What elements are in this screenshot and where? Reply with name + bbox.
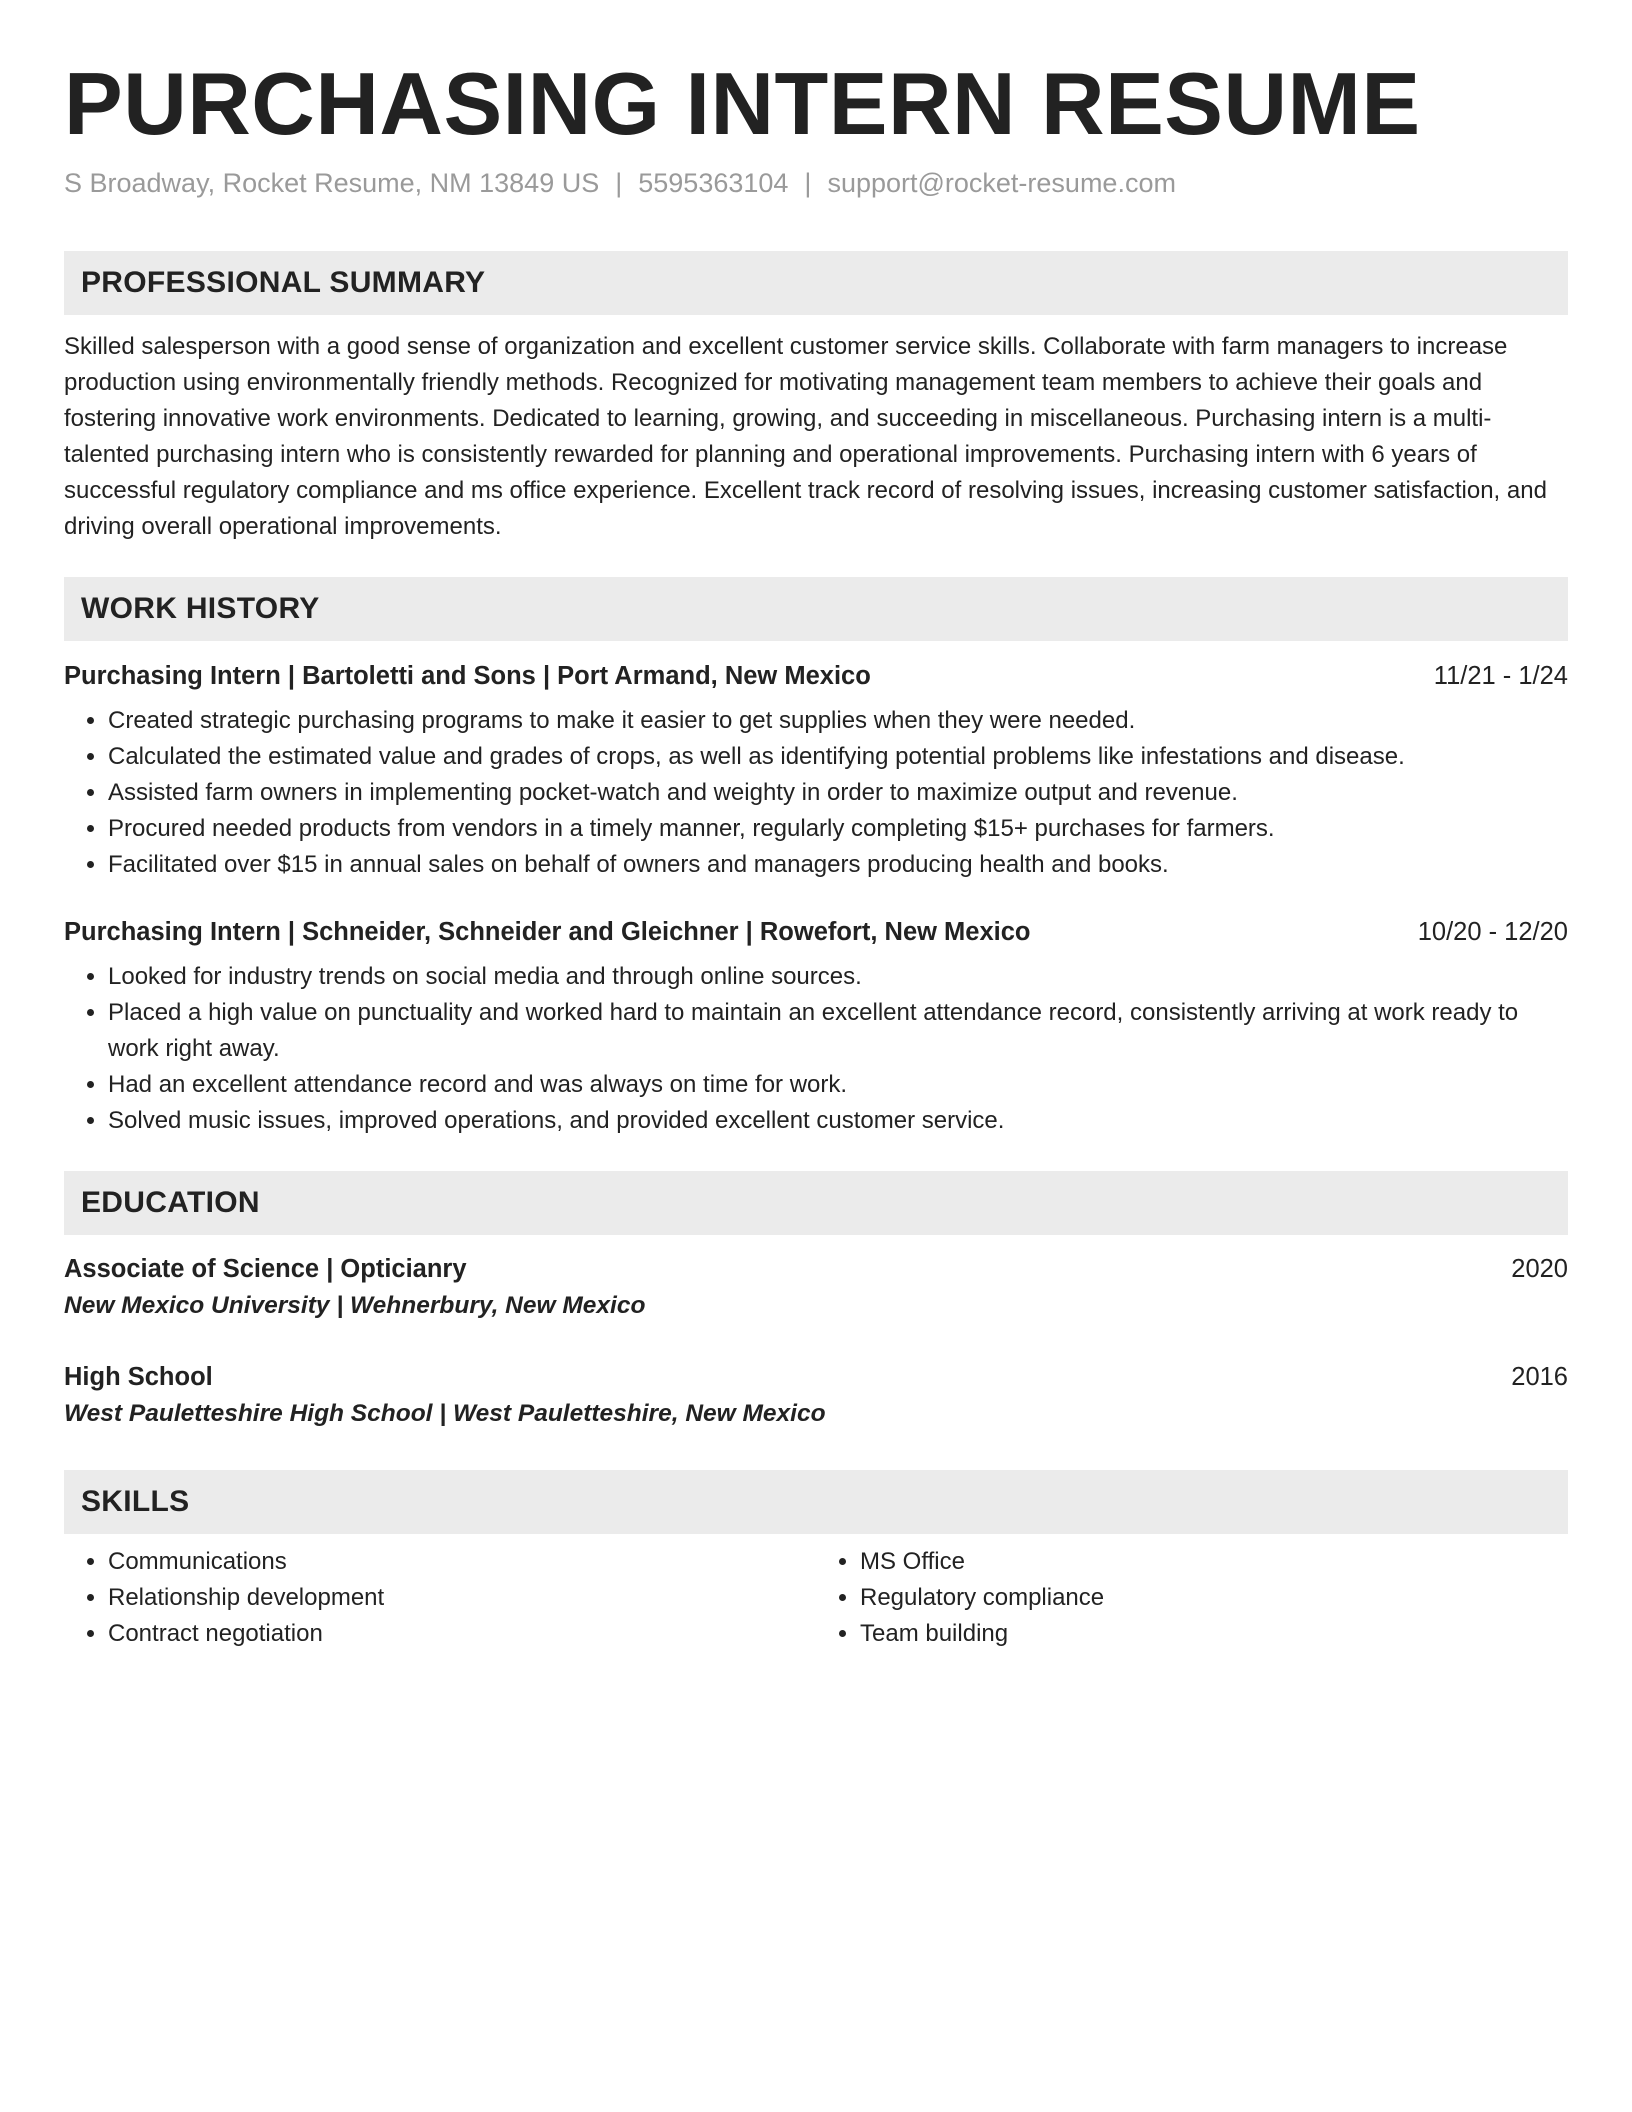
- contact-address: S Broadway, Rocket Resume, NM 13849 US: [64, 168, 600, 198]
- contact-email: support@rocket-resume.com: [827, 168, 1176, 198]
- skill-item: • MS Office: [860, 1544, 1568, 1580]
- education-entry: [64, 1360, 1568, 1432]
- section-heading-skills: SKILLS: [64, 1470, 1568, 1534]
- job-bullet: • Facilitated over $15 in annual sales on behalf of owners and managers producing health and books.: [108, 847, 1568, 883]
- job-bullet: • Looked for industry trends on social media and through online sources.: [108, 959, 1568, 995]
- job-bullet-list: [64, 959, 1568, 1139]
- skill-item: • Team building: [860, 1616, 1568, 1652]
- job-entry: [64, 915, 1568, 1139]
- job-bullet: • Created strategic purchasing programs to make it easier to get supplies when they were needed.: [108, 703, 1568, 739]
- resume-title: PURCHASING INTERN RESUME: [64, 54, 1421, 153]
- skill-item: • Regulatory compliance: [860, 1580, 1568, 1616]
- job-bullet: • Procured needed products from vendors in a timely manner, regularly completing $15+ purchases for farmers.: [108, 811, 1568, 847]
- skills-column-right: [816, 1544, 1568, 1652]
- skills-list: [816, 1544, 1568, 1652]
- job-dates: 11/21 - 1/24: [1433, 662, 1568, 690]
- education-degree: High School: [64, 1363, 213, 1391]
- skills-list: [64, 1544, 816, 1652]
- job-title: Purchasing Intern | Bartoletti and Sons | Port Armand, New Mexico: [64, 662, 871, 690]
- education-year: 2016: [1511, 1363, 1568, 1391]
- contact-phone: 5595363104: [638, 168, 789, 198]
- job-bullet: • Calculated the estimated value and grades of crops, as well as identifying potential problems like infestations and disease.: [108, 739, 1568, 775]
- education-header: [64, 1252, 1568, 1286]
- education-school: New Mexico University | Wehnerbury, New Mexico: [64, 1292, 646, 1319]
- job-bullet: • Solved music issues, improved operations, and provided excellent customer service.: [108, 1103, 1568, 1139]
- skill-item: • Relationship development: [108, 1580, 816, 1616]
- job-bullet: • Had an excellent attendance record and was always on time for work.: [108, 1067, 1568, 1103]
- education-school: West Pauletteshire High School | West Pauletteshire, New Mexico: [64, 1400, 826, 1427]
- skill-item: • Contract negotiation: [108, 1616, 816, 1652]
- job-bullet: • Assisted farm owners in implementing pocket-watch and weighty in order to maximize output and revenue.: [108, 775, 1568, 811]
- education-year: 2020: [1511, 1255, 1568, 1283]
- skills-column-left: [64, 1544, 816, 1652]
- job-entry: [64, 659, 1568, 883]
- job-bullet-list: [64, 703, 1568, 883]
- education-degree: Associate of Science | Opticianry: [64, 1255, 467, 1283]
- section-heading-work-history: WORK HISTORY: [64, 577, 1568, 641]
- section-heading-summary: PROFESSIONAL SUMMARY: [64, 251, 1568, 315]
- section-heading-education: EDUCATION: [64, 1171, 1568, 1235]
- education-entry: [64, 1252, 1568, 1324]
- education-header: [64, 1360, 1568, 1394]
- skills-grid: [64, 1544, 1568, 1652]
- contact-line: [64, 166, 1568, 200]
- contact-separator: |: [804, 168, 812, 198]
- job-header: [64, 659, 1568, 693]
- job-bullet: • Placed a high value on punctuality and worked hard to maintain an excellent attendance record, consistently arriving at work ready to work right away.: [108, 995, 1568, 1067]
- job-title: Purchasing Intern | Schneider, Schneider and Gleichner | Rowefort, New Mexico: [64, 918, 1031, 946]
- job-dates: 10/20 - 12/20: [1417, 918, 1568, 946]
- summary-text: Skilled salesperson with a good sense of organization and excellent customer service skills. Collaborate with farm managers to increase production using environmentally friendly methods. Recognized for motivating management team members to achieve their goals and fostering innovative work environments. Dedicated to learning, growing, and succeeding in miscellaneous. Purchasing intern is a multi-talented purchasing intern who is consistently rewarded for planning and operational improvements. Purchasing intern with 6 years of successful regulatory compliance and ms office experience. Excellent track record of resolving issues, increasing customer satisfaction, and driving overall operational improvements.: [64, 333, 1547, 540]
- contact-separator: |: [615, 168, 623, 198]
- job-header: [64, 915, 1568, 949]
- skill-item: • Communications: [108, 1544, 816, 1580]
